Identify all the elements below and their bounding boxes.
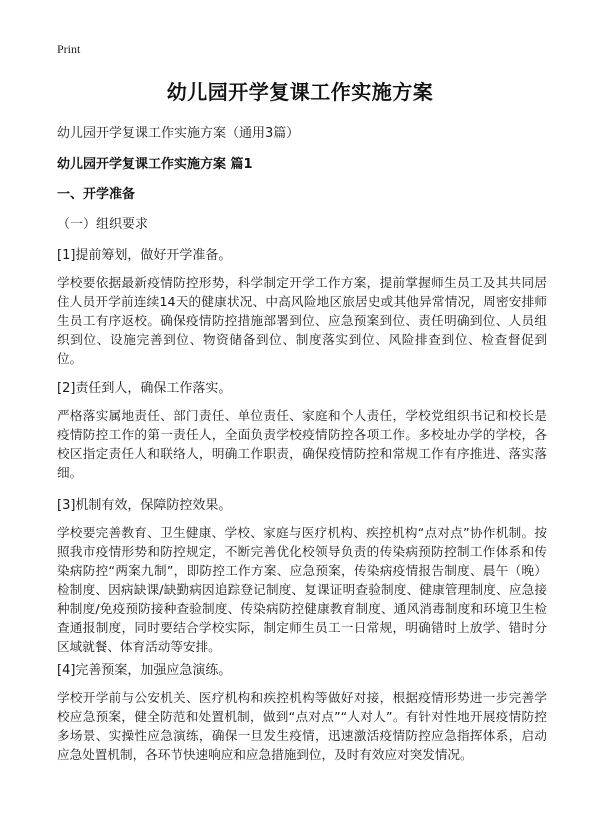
item-title-3: [3]机制有效，保障防控效果。	[57, 498, 232, 513]
item-title-1: [1]提前筹划，做好开学准备。	[57, 248, 232, 263]
subsection-heading-organization: （一）组织要求	[57, 217, 149, 232]
item-body-3: 学校要完善教育、卫生健康、学校、家庭与医疗机构、疾控机构“点对点”协作机制。按照我市疫情形势和防控规定，不断完善优化校领导负责的传染病预防控制工作体系和传染病防控“两案九制”，即防控工作方案、应急预案，传染病疫情报告制度、晨午（晚）检制度、因病缺课/缺勤病因追踪登记制度、复课证明查验制度、健康管理制度、应急接种制度/免疫预防接种查验制度、传染病防控健康教育制度、通风消毒制度和环境卫生检查通报制度，同时要结合学校实际，制定师生员工一日常规，明确错时上放学、错时分区域就餐、体育活动等安排。	[57, 525, 547, 654]
item-body-1: 学校要依据最新疫情防控形势，科学制定开学工作方案，提前掌握师生员工及其共同居住人员开学前连续14天的健康状况、中高风险地区旅居史或其他异常情况，周密安排师生员工有序返校。确保疫情防控措施部署到位、应急预案到位、责任明确到位、人员组织到位、设施完善到位、物资储备到位、制度落实到位、风险排查到位、检查督促到位。	[57, 275, 547, 366]
item-body-2: 严格落实属地责任、部门责任、单位责任、家庭和个人责任，学校党组织书记和校长是疫情防控工作的第一责任人，全面负责学校疫情防控各项工作。多校址办学的学校，各校区指定责任人和联络人，明确工作职责，确保疫情防控和常规工作有序推进、落实落细。	[57, 408, 547, 480]
section-heading-preparation: 一、开学准备	[57, 187, 136, 202]
item-body-4: 学校开学前与公安机关、医疗机构和疾控机构等做好对接，根据疫情形势进一步完善学校应急预案，健全防范和处置机制，做到“点对点”“人对人”。有针对性地开展疫情防控多场景、实操性应急演练，确保一旦发生疫情，迅速激活疫情防控应急指挥体系，启动应急处置机制，各环节快速响应和应急措施到位，及时有效应对突发情况。	[57, 690, 547, 762]
page-title: 幼儿园开学复课工作实施方案	[166, 80, 434, 104]
document-subtitle: 幼儿园开学复课工作实施方案（通用3篇）	[57, 126, 300, 141]
item-title-4: [4]完善预案，加强应急演练。	[57, 663, 232, 678]
article-heading: 幼儿园开学复课工作实施方案 篇1	[57, 157, 253, 172]
item-title-2: [2]责任到人，确保工作落实。	[57, 381, 232, 396]
print-label: Print	[57, 42, 81, 56]
